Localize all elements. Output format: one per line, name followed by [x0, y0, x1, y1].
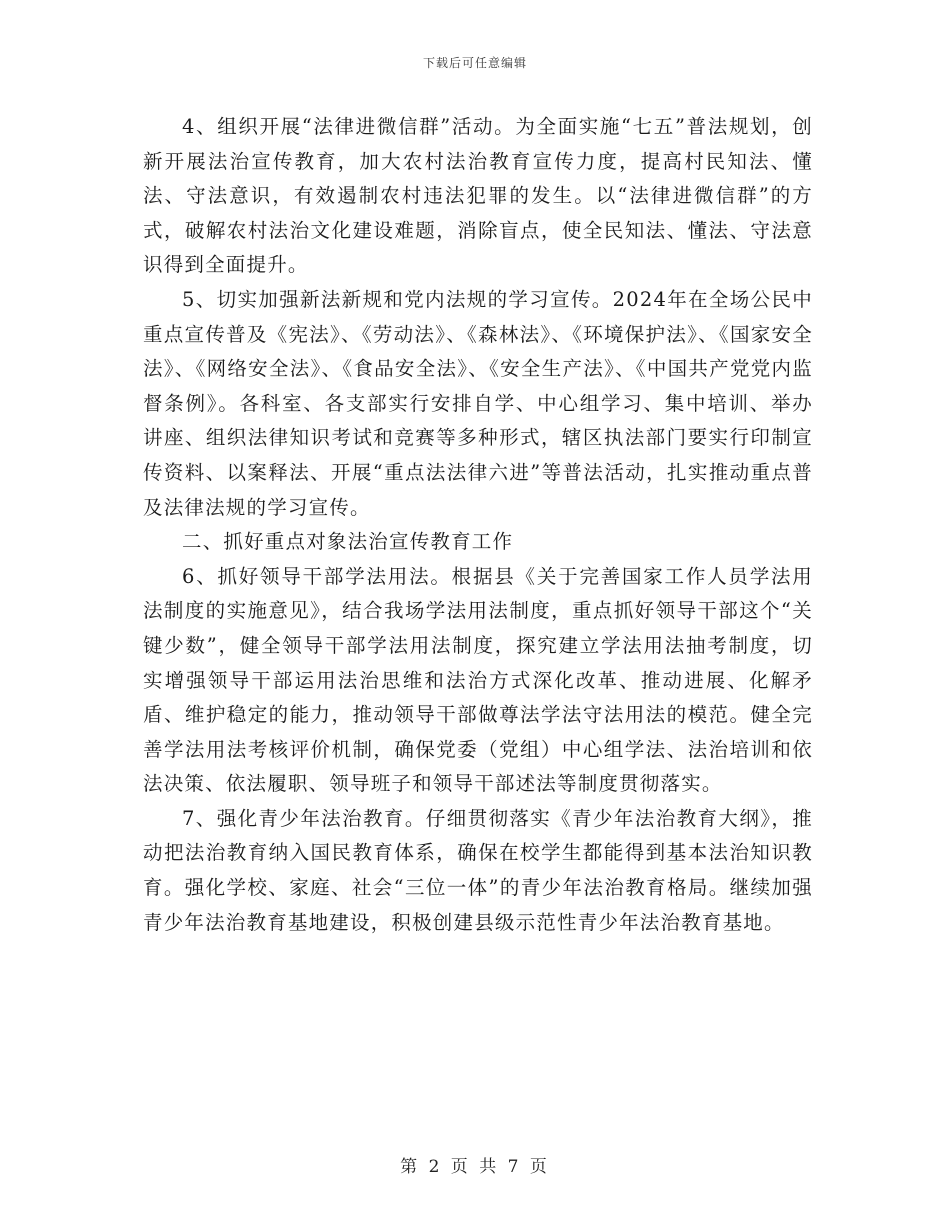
paragraph-item-7: 7、强化青少年法治教育。仔细贯彻落实《青少年法治教育大纲》，推动把法治教育纳入国民教育体系，确保在校学生都能得到基本法治知识教育。强化学校、家庭、社会“三位一体”的青少年法治教育格局。继续加强青少年法治教育基地建设，积极创建县级示范性青少年法治教育基地。: [143, 806, 813, 934]
page-header: 下载后可任意编辑: [422, 56, 527, 70]
paragraph-item-4: 4、组织开展“法律进微信群”活动。为全面实施“七五”普法规划，创新开展法治宣传教育，加大农村法治教育宣传力度，提高村民知法、懂法、守法意识，有效遏制农村违法犯罪的发生。以“法律进微信群”的方式，破解农村法治文化建设难题，消除盲点，使全民知法、懂法、守法意识得到全面提升。: [143, 115, 813, 277]
section-heading: 二、抓好重点对象法治宣传教育工作: [182, 530, 514, 554]
paragraph-item-6: 6、抓好领导干部学法用法。根据县《关于完善国家工作人员学法用法制度的实施意见》，结合我场学法用法制度，重点抓好领导干部这个“关键少数”，健全领导干部学法用法制度，探究建立学法用法抽考制度，切实增强领导干部运用法治思维和法治方式深化改革、推动进展、化解矛盾、维护稳定的能力，推动领导干部做尊法学法守法用法的模范。健全完善学法用法考核评价机制，确保党委（党组）中心组学法、法治培训和依法决策、依法履职、领导班子和领导干部述法等制度贯彻落实。: [143, 564, 813, 796]
page-number-footer: 第 2 页 共 7 页: [400, 1157, 550, 1177]
document-body: [143, 110, 813, 940]
paragraph-item-5: 5、切实加强新法新规和党内法规的学习宣传。2024年在全场公民中重点宣传普及《宪法》、《劳动法》、《森林法》、《环境保护法》、《国家安全法》、《网络安全法》、《食品安全法》、《安全生产法》、《中国共产党党内监督条例》。各科室、各支部实行安排自学、中心组学习、集中培训、举办讲座、组织法律知识考试和竞赛等多种形式，辖区执法部门要实行印制宣传资料、以案释法、开展“重点法法律六进”等普法活动，扎实推动重点普及法律法规的学习宣传。: [143, 287, 813, 519]
